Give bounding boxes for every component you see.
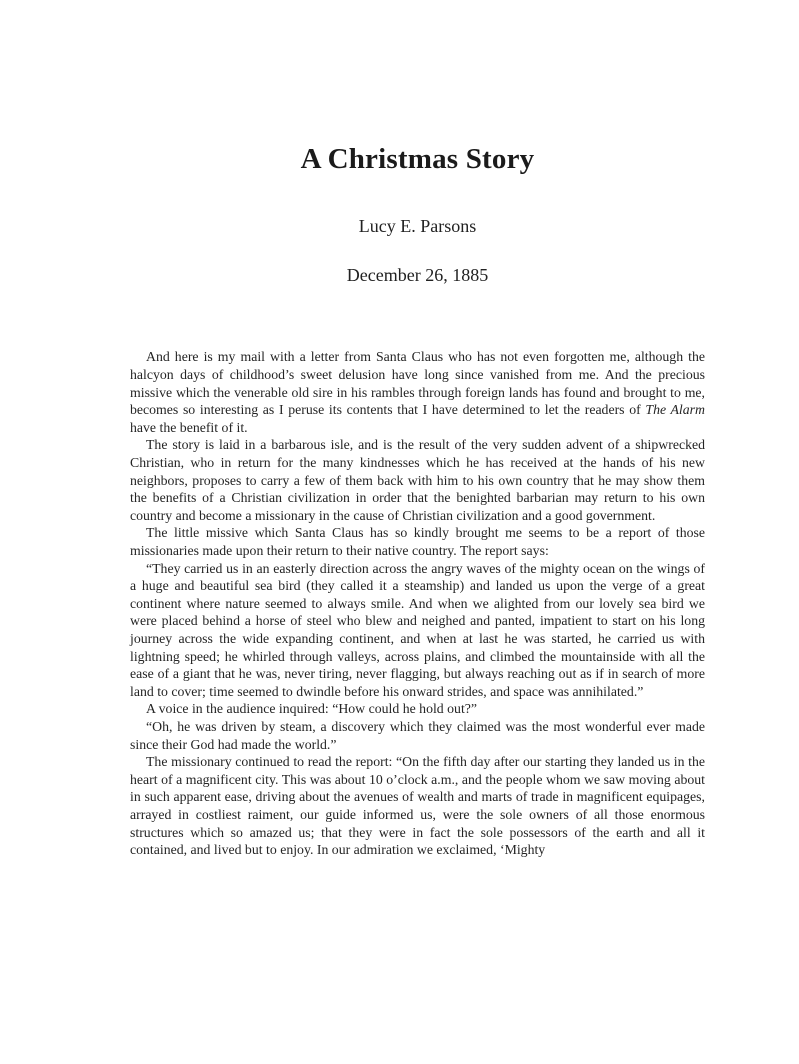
paragraph (130, 718, 705, 753)
text-segment: The story is laid in a barbarous isle, and is the result of the very sudden advent of a shipwrecked Christian, who in return for the many kindnesses which he has received at the hands of his new neighbors, proposes to carry a few of them back with him to his own country that he may show them the benefits of a Christian civilization in order that the benighted barbarian may return to his own country and become a missionary in the cause of Christian civilization and a good government. (130, 437, 705, 523)
text-segment: The little missive which Santa Claus has so kindly brought me seems to be a report of those missionaries made upon their return to their native country. The report says: (130, 525, 705, 558)
document-author: Lucy E. Parsons (358, 216, 477, 237)
text-segment: The missionary continued to read the report: “On the fifth day after our starting they landed us in the heart of a magnificent city. This was about 10 o’clock a.m., and the people whom we saw moving about in such apparent ease, driving about the avenues of wealth and marts of trade in magnificent equipages, arrayed in costliest raiment, our guide informed us, were the sole owners of all those enormous structures which so amazed us; that they were in fact the sole possessors of the earth and all it contained, and lived but to enjoy. In our admiration we exclaimed, ‘Mighty (130, 754, 705, 858)
paragraph (130, 436, 705, 524)
italic-text-segment: The Alarm (645, 402, 706, 418)
document-date: December 26, 1885 (346, 265, 489, 286)
text-segment: have the benefit of it. (130, 419, 248, 435)
document-title: A Christmas Story (300, 143, 535, 175)
document-body (130, 348, 705, 858)
text-segment: And here is my mail with a letter from Santa Claus who has not even forgotten me, although the halcyon days of childhood’s sweet delusion have long since vanished from me. And the precious missive which the venerable old sire in his rambles through foreign lands has found and brought to me, becomes so interesting as I peruse its contents that I have determined to let the readers of (130, 349, 705, 418)
text-segment: “Oh, he was driven by steam, a discovery which they claimed was the most wonderful ever made since their God had made the world.” (130, 718, 705, 752)
paragraph (130, 753, 705, 859)
paragraph (130, 524, 705, 559)
paragraph (130, 700, 705, 718)
paragraph (130, 560, 705, 701)
paragraph (130, 348, 705, 436)
text-segment: “They carried us in an easterly direction across the angry waves of the mighty ocean on the wings of a huge and beautiful sea bird (they called it a steamship) and landed us upon the verge of a great continent where nature seemed to always smile. And when we alighted from our lovely sea bird we were placed behind a horse of steel who blew and neighed and panted, impatient to start on his long journey across the wide expanding continent, and when at last he was started, he carried us with lightning speed; he whirled through valleys, across plains, and climbed the mountainside with all the ease of a giant that he was, never tiring, never flagging, but always reaching out as if in search of more land to cover; time seemed to dwindle before his onward strides, and space was annihilated.” (130, 560, 705, 699)
text-segment: A voice in the audience inquired: “How could he hold out?” (146, 701, 478, 717)
